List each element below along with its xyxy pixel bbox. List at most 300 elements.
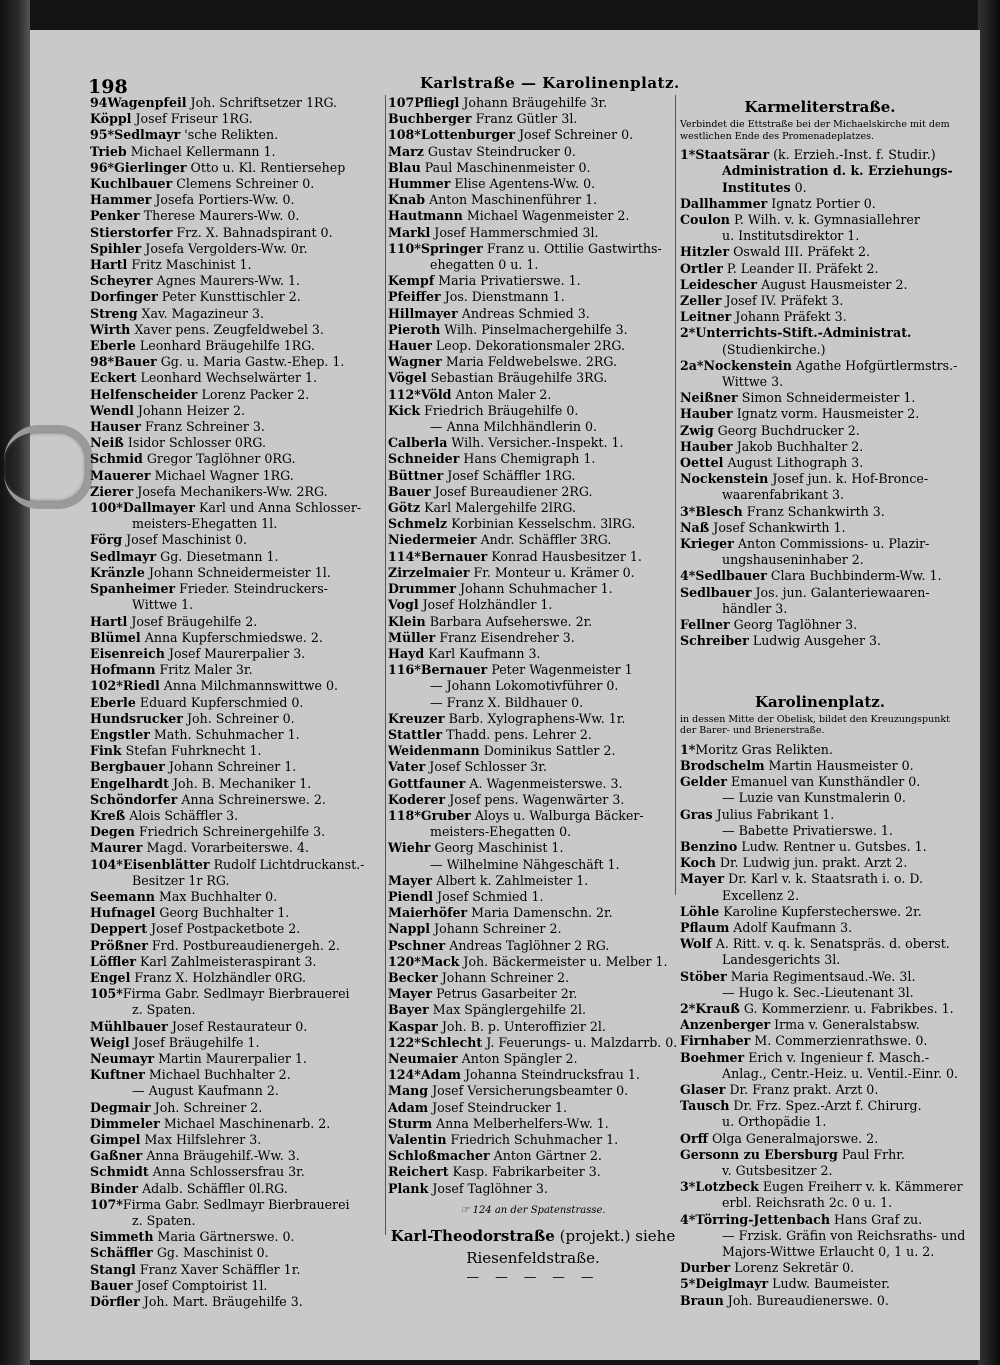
resident-details: u. Orthopädie 1. (722, 1114, 827, 1130)
resident-details: Joh. B. Mechaniker 1. (172, 775, 312, 791)
directory-entry (90, 1294, 385, 1310)
resident-name: Trieb (90, 143, 127, 159)
resident-details: Eduard Kupferschmied 0. (139, 694, 304, 710)
resident-details: Dr. Karl v. k. Staatsrath i. o. D. (728, 871, 924, 887)
resident-name: Pschner (388, 937, 446, 953)
directory-entry (90, 257, 385, 273)
resident-details: 'sche Relikten. (184, 127, 279, 143)
resident-details: Josef Restaurateur 0. (171, 1018, 308, 1034)
resident-name: Mayer (388, 872, 433, 888)
footnote: ☞ 124 an der Spatenstrasse. (460, 1204, 606, 1216)
directory-entry (90, 597, 385, 613)
resident-details: Dr. Ludwig jun. prakt. Arzt 2. (719, 855, 908, 871)
resident-name: Stöber (680, 968, 727, 984)
house-number: 108* (388, 127, 421, 143)
resident-name: Seemann (90, 888, 155, 904)
resident-name: Hartl (90, 613, 128, 629)
resident-name: Hauber (680, 438, 733, 454)
resident-name: Durber (680, 1260, 731, 1276)
resident-name: Streng (90, 305, 138, 321)
directory-entry (680, 1147, 960, 1163)
resident-name: Schmelz (388, 516, 448, 532)
resident-name: Eckert (90, 370, 137, 386)
resident-name: Eisenblätter (122, 856, 210, 872)
resident-name: Deppert (90, 921, 148, 937)
directory-entry (680, 1195, 960, 1211)
resident-name: Blümel (90, 629, 141, 645)
directory-entry (90, 727, 385, 743)
resident-details: Josefa Portiers-Ww. 0. (155, 192, 295, 208)
resident-details: August Hausmeister 2. (761, 276, 908, 292)
resident-details: Gustav Steindrucker 0. (427, 143, 576, 159)
directory-entry (680, 568, 960, 584)
resident-name: Wagenpfeil (107, 95, 187, 110)
resident-name: Hillmayer (388, 305, 458, 321)
resident-details: Johann Schreiner 2. (441, 969, 570, 985)
resident-name: Neumaier (388, 1050, 458, 1066)
resident-details: (k. Erzieh.-Inst. f. Studir.) (773, 147, 936, 163)
resident-name: Coulon (680, 212, 730, 228)
directory-entry (90, 1181, 385, 1197)
directory-entry (90, 95, 385, 111)
resident-name: Schäffler (90, 1245, 153, 1261)
resident-details: Martin Maurerpalier 1. (158, 1050, 307, 1066)
directory-entry (90, 1035, 385, 1051)
directory-entry (90, 1002, 385, 1018)
directory-entry (388, 1116, 678, 1132)
directory-entry (388, 176, 678, 192)
resident-name: Nappl (388, 921, 431, 937)
resident-name: Bergbauer (90, 759, 165, 775)
resident-details: Fritz Maler 3r. (159, 662, 253, 678)
resident-details: Franz X. Holzhändler 0RG. (134, 969, 306, 985)
directory-entry (680, 1179, 963, 1195)
resident-details: Josef IV. Präfekt 3. (725, 293, 844, 309)
resident-name: Bernauer (420, 548, 488, 564)
resident-name: Blesch (695, 503, 743, 519)
resident-details: Josef Schmied 1. (437, 888, 544, 904)
resident-name: Penker (90, 208, 140, 224)
directory-entry (680, 406, 960, 422)
resident-name: Springer (420, 240, 483, 256)
directory-entry (680, 325, 960, 341)
resident-name: Koch (680, 855, 716, 871)
directory-entry (680, 601, 960, 617)
resident-name: Sturm (388, 1115, 433, 1131)
directory-entry (388, 257, 678, 273)
resident-name: Löffler (90, 953, 136, 969)
directory-entry (388, 241, 678, 257)
resident-name: Löhle (680, 903, 720, 919)
directory-entry (388, 597, 678, 613)
resident-name: Maurer (90, 840, 143, 856)
directory-entry (90, 322, 385, 338)
resident-details: Paul Frhr. (841, 1146, 905, 1162)
directory-entry (680, 293, 960, 309)
resident-name: Calberla (388, 435, 448, 451)
resident-name: Marz (388, 143, 424, 159)
directory-entry (388, 192, 678, 208)
resident-details: Franz Gütler 3l. (475, 111, 578, 127)
resident-details: Wittwe 1. (132, 597, 194, 613)
directory-entry (388, 306, 678, 322)
directory-entry (388, 938, 678, 954)
resident-details: Frd. Postbureaudienergeh. 2. (151, 937, 340, 953)
resident-details: Besitzer 1r RG. (132, 872, 230, 888)
resident-name: Völd (420, 386, 452, 402)
directory-entry (90, 484, 385, 500)
resident-name: Krieger (680, 536, 734, 552)
resident-name: Hautmann (388, 208, 463, 224)
resident-name: Schöndorfer (90, 791, 178, 807)
resident-name: Gras (680, 806, 713, 822)
section-description: Verbindet die Ettstraße bei der Michaelskirche mit dem westlichen Ende des Promenadeplatzes. (680, 119, 950, 142)
house-number: 120* (388, 953, 421, 969)
resident-name: Kränzle (90, 564, 145, 580)
resident-name: Tausch (680, 1098, 730, 1114)
directory-entry (680, 1276, 960, 1292)
resident-details: Ludwig Ausgeher 3. (752, 633, 882, 649)
house-number: 110* (388, 240, 421, 256)
resident-details: erbl. Reichsrath 2c. 0 u. 1. (722, 1195, 893, 1211)
resident-details: Josef Postpacketbote 2. (151, 921, 301, 937)
resident-details: Anton Gärtner 2. (493, 1148, 602, 1164)
resident-name: Adam (420, 1067, 461, 1083)
resident-name: Plank (388, 1180, 429, 1196)
resident-name: Schloßmacher (388, 1148, 490, 1164)
directory-entry (90, 938, 385, 954)
resident-details: Karl Zahlmeisteraspirant 3. (139, 953, 317, 969)
resident-name: Dörfler (90, 1294, 140, 1310)
resident-name: Dorfinger (90, 289, 158, 305)
directory-entry (388, 630, 678, 646)
directory-entry (680, 969, 960, 985)
resident-name: Bauer (90, 1277, 133, 1293)
resident-details: v. Gutsbesitzer 2. (722, 1162, 833, 1178)
resident-name: Eberle (90, 338, 136, 354)
resident-name: Spanheimer (90, 581, 176, 597)
directory-entry (90, 889, 385, 905)
directory-entry (680, 277, 960, 293)
resident-name: Engelhardt (90, 775, 169, 791)
resident-details: Eugen Freiherr v. k. Kämmerer (762, 1179, 963, 1195)
resident-details: — August Kaufmann 2. (132, 1083, 279, 1099)
page-shadow (978, 0, 1000, 1365)
resident-name: Becker (388, 969, 438, 985)
directory-entry (90, 127, 385, 143)
directory-entry (680, 455, 960, 471)
directory-entry (90, 614, 385, 630)
directory-entry (680, 552, 960, 568)
resident-details: Josef Friseur 1RG. (135, 111, 253, 127)
resident-details: Josef Schankwirth 1. (713, 519, 846, 535)
resident-name: Vogl (388, 597, 419, 613)
resident-name: Hundsrucker (90, 710, 183, 726)
resident-name: Riedl (122, 678, 160, 694)
resident-details: Karoline Kupferstecherswe. 2r. (723, 903, 922, 919)
resident-details: Josef Bureaudiener 2RG. (434, 483, 593, 499)
resident-name: Sedlbauer (680, 584, 752, 600)
resident-details: August Lithograph 3. (727, 455, 864, 471)
resident-name: Prößner (90, 937, 148, 953)
directory-entry (680, 1001, 960, 1017)
directory-entry (90, 241, 385, 257)
directory-entry (388, 565, 678, 581)
directory-entry (90, 208, 385, 224)
resident-name: Binder (90, 1180, 139, 1196)
page-number: 198 (88, 76, 128, 98)
resident-name: Schreiber (680, 633, 749, 649)
resident-details: Max Buchhalter 0. (158, 888, 278, 904)
directory-entry (680, 487, 960, 503)
resident-name: Pfliegl (414, 95, 460, 110)
resident-name: Knab (388, 192, 426, 208)
directory-entry (680, 1131, 960, 1147)
house-number: 2a* (680, 357, 704, 373)
resident-details: Erich v. Ingenieur f. Masch.- (748, 1049, 930, 1065)
directory-entry (680, 1293, 960, 1309)
directory-entry (388, 986, 678, 1002)
directory-entry (90, 1100, 385, 1116)
resident-name: Deiglmayr (695, 1276, 769, 1292)
directory-entry (388, 792, 678, 808)
directory-entry (680, 1260, 960, 1276)
resident-details: Thadd. pens. Lehrer 2. (446, 726, 592, 742)
resident-details: Martin Hausmeister 0. (768, 757, 914, 773)
resident-details: Irma v. Generalstabsw. (774, 1017, 920, 1033)
house-number: 3* (680, 503, 696, 519)
cross-reference (388, 1225, 678, 1269)
cross-reference-text: (projekt.) siehe (554, 1227, 676, 1246)
resident-details: Josef Bräugehilfe 1. (133, 1034, 260, 1050)
directory-entry (90, 338, 385, 354)
resident-name: Zwig (680, 422, 714, 438)
resident-name: Hauber (680, 406, 733, 422)
resident-name: Mayer (680, 871, 725, 887)
resident-details: ehegatten 0 u. 1. (430, 257, 539, 273)
directory-entry (90, 549, 385, 565)
resident-name: Valentin (388, 1132, 447, 1147)
resident-details: M. Commerzienrathswe. 0. (754, 1033, 928, 1049)
resident-name: Förg (90, 532, 123, 548)
directory-entry (90, 144, 385, 160)
resident-name: Gaßner (90, 1148, 143, 1164)
resident-details: Max Hilfslehrer 3. (144, 1132, 262, 1147)
directory-entry (680, 439, 960, 455)
resident-details: Landesgerichts 3l. (722, 952, 841, 968)
directory-entry (388, 1164, 678, 1180)
resident-details: Math. Schuhmacher 1. (153, 726, 300, 742)
directory-entry (388, 451, 678, 467)
directory-entry (90, 306, 385, 322)
directory-entry (90, 354, 385, 370)
resident-details: Michael Wagner 1RG. (154, 467, 294, 483)
directory-entry (90, 921, 385, 937)
resident-details: Simon Schneidermeister 1. (741, 390, 916, 406)
resident-details: Franz Schankwirth 3. (746, 503, 885, 519)
resident-details: waarenfabrikant 3. (722, 487, 844, 503)
resident-details: Fr. Monteur u. Krämer 0. (473, 564, 635, 580)
resident-name: Braun (680, 1292, 724, 1308)
resident-details: Georg Taglöhner 3. (733, 617, 858, 633)
directory-entry (680, 471, 960, 487)
directory-entry (388, 954, 678, 970)
resident-details: P. Wilh. v. k. Gymnasiallehrer (733, 212, 920, 228)
directory-entry (680, 774, 960, 790)
directory-entry (388, 1100, 678, 1116)
resident-name: Neißner (680, 390, 738, 406)
resident-details: — Babette Privatierswe. 1. (722, 822, 893, 838)
directory-entry (90, 646, 385, 662)
entry-list (680, 147, 960, 649)
column-middle (388, 95, 678, 1285)
resident-details: Karl Kaufmann 3. (428, 645, 541, 661)
house-number: 2* (680, 1000, 696, 1016)
resident-name: Brodschelm (680, 757, 765, 773)
section-description: in dessen Mitte der Obelisk, bildet den Kreuzungspunkt der Barer- und Brienerstraße. (680, 713, 950, 737)
resident-details: Karl Malergehilfe 2lRG. (424, 500, 576, 516)
resident-name: Fink (90, 743, 122, 759)
resident-details: Johann Heizer 2. (137, 402, 245, 418)
directory-entry (90, 176, 385, 192)
resident-details: Petrus Gasarbeiter 2r. (436, 986, 578, 1002)
directory-entry (680, 888, 960, 904)
directory-entry (388, 225, 678, 241)
directory-entry (90, 1132, 385, 1148)
house-number: 100* (90, 500, 123, 516)
resident-details: Andreas Taglöhner 2 RG. (449, 937, 610, 953)
resident-details: Max Spänglergehilfe 2l. (432, 1002, 587, 1018)
directory-entry (680, 244, 960, 260)
resident-details: Josef Steindrucker 1. (432, 1099, 567, 1115)
directory-entry (680, 585, 960, 601)
resident-name: Nockenstein (680, 471, 769, 487)
resident-details: Frieder. Steindruckers- (179, 581, 328, 597)
directory-entry (680, 952, 960, 968)
directory-entry (388, 111, 678, 127)
directory-entry (388, 824, 678, 840)
resident-details: Gg. Diesetmann 1. (160, 548, 279, 564)
house-number: 98* (90, 354, 115, 370)
resident-name: Orff (680, 1130, 708, 1146)
resident-details: Jos. Dienstmann 1. (444, 289, 565, 305)
resident-name: Törring-Jettenbach (695, 1211, 830, 1227)
resident-details: Friedrich Schreinergehilfe 3. (138, 824, 326, 840)
resident-details: Johann Präfekt 3. (735, 309, 847, 325)
resident-details: Firma Gabr. Sedlmayr Bierbrauerei (122, 986, 350, 1002)
directory-entry (388, 532, 678, 548)
resident-details: Jakob Buchhalter 2. (736, 438, 864, 454)
directory-entry (388, 208, 678, 224)
resident-details: Ludw. Baumeister. (772, 1276, 890, 1292)
resident-details: Alois Schäffler 3. (129, 807, 239, 823)
resident-name: Kaspar (388, 1018, 438, 1034)
resident-details: Josef jun. k. Hof-Bronce- (772, 471, 929, 487)
resident-name: Institutes (722, 179, 791, 195)
resident-name: Pieroth (388, 321, 441, 337)
resident-name: Dallhammer (680, 195, 768, 211)
resident-details: Andreas Schmied 3. (461, 305, 590, 321)
resident-details: — Wilhelmine Nähgeschäft 1. (430, 856, 620, 872)
resident-name: Gierlinger (114, 159, 187, 175)
directory-entry (90, 776, 385, 792)
resident-name: Engstler (90, 726, 150, 742)
house-number: 102* (90, 678, 123, 694)
directory-entry (680, 936, 960, 952)
resident-name: Leidescher (680, 276, 758, 292)
resident-name: Wiehr (388, 840, 431, 856)
section-separator: — — — — — (466, 1269, 600, 1285)
resident-details: Aloys u. Walburga Bäcker- (474, 807, 644, 823)
directory-entry (388, 95, 678, 111)
directory-entry (680, 1163, 960, 1179)
resident-name: Gelder (680, 774, 728, 790)
directory-entry (90, 1148, 385, 1164)
house-number: 107* (90, 1196, 123, 1212)
directory-entry (388, 1051, 678, 1067)
resident-name: Spihler (90, 240, 142, 256)
directory-entry (90, 160, 385, 176)
resident-name: Hartl (90, 257, 128, 273)
directory-entry (680, 985, 960, 1001)
resident-name: Schlecht (420, 1034, 483, 1050)
resident-details: Georg Maschinist 1. (434, 840, 564, 856)
resident-details: Agathe Hofgürtlermstrs.- (795, 357, 958, 373)
resident-name: Hofmann (90, 662, 156, 678)
directory-entry (680, 358, 960, 374)
resident-name: Hufnagel (90, 905, 156, 921)
directory-entry (680, 790, 960, 806)
directory-entry (388, 484, 678, 500)
resident-name: Zirzelmaier (388, 564, 470, 580)
resident-details: Josefa Mechanikers-Ww. 2RG. (137, 483, 328, 499)
resident-details: Josefa Vergolders-Ww. 0r. (145, 240, 308, 256)
resident-name: Niedermeier (388, 532, 477, 548)
resident-details: Joh. Bureaudienerswe. 0. (727, 1292, 889, 1308)
column-right (680, 95, 966, 1309)
directory-entry (680, 839, 960, 855)
resident-details: Anlag., Centr.-Heiz. u. Ventil.-Einr. 0. (722, 1065, 959, 1081)
resident-details: Adalb. Schäffler 0l.RG. (142, 1180, 288, 1196)
resident-details: Sebastian Bräugehilfe 3RG. (430, 370, 608, 386)
resident-name: Mack (420, 953, 460, 969)
directory-entry (90, 678, 385, 694)
resident-details: Friedrich Bräugehilfe 0. (424, 402, 579, 418)
directory-entry (680, 1033, 960, 1049)
resident-details: Maria Regimentsaud.-We. 3l. (730, 968, 916, 984)
resident-details: Maria Feldwebelswe. 2RG. (445, 354, 617, 370)
resident-name: Gimpel (90, 1132, 141, 1147)
directory-entry (680, 261, 960, 277)
resident-details: Korbinian Kesselschm. 3lRG. (451, 516, 636, 532)
resident-name: Kick (388, 402, 421, 418)
resident-details: G. Kommerzienr. u. Fabrikbes. 1. (743, 1000, 954, 1016)
resident-name: Mang (388, 1083, 429, 1099)
resident-details: — Frzisk. Gräfin von Reichsraths- und (722, 1227, 966, 1243)
resident-details: händler 3. (722, 600, 788, 616)
resident-name: Götz (388, 500, 421, 516)
resident-name: Reichert (388, 1164, 449, 1180)
resident-name: Dimmeler (90, 1115, 160, 1131)
resident-details: meisters-Ehegatten 1l. (132, 516, 278, 532)
directory-entry (90, 1213, 385, 1229)
directory-entry (388, 711, 678, 727)
resident-details: Joh. Schreiner 2. (154, 1099, 263, 1115)
directory-entry (388, 549, 678, 565)
directory-entry (388, 1083, 678, 1099)
resident-name: Wagner (388, 354, 442, 370)
resident-details: Anton Commissions- u. Plazir- (737, 536, 930, 552)
